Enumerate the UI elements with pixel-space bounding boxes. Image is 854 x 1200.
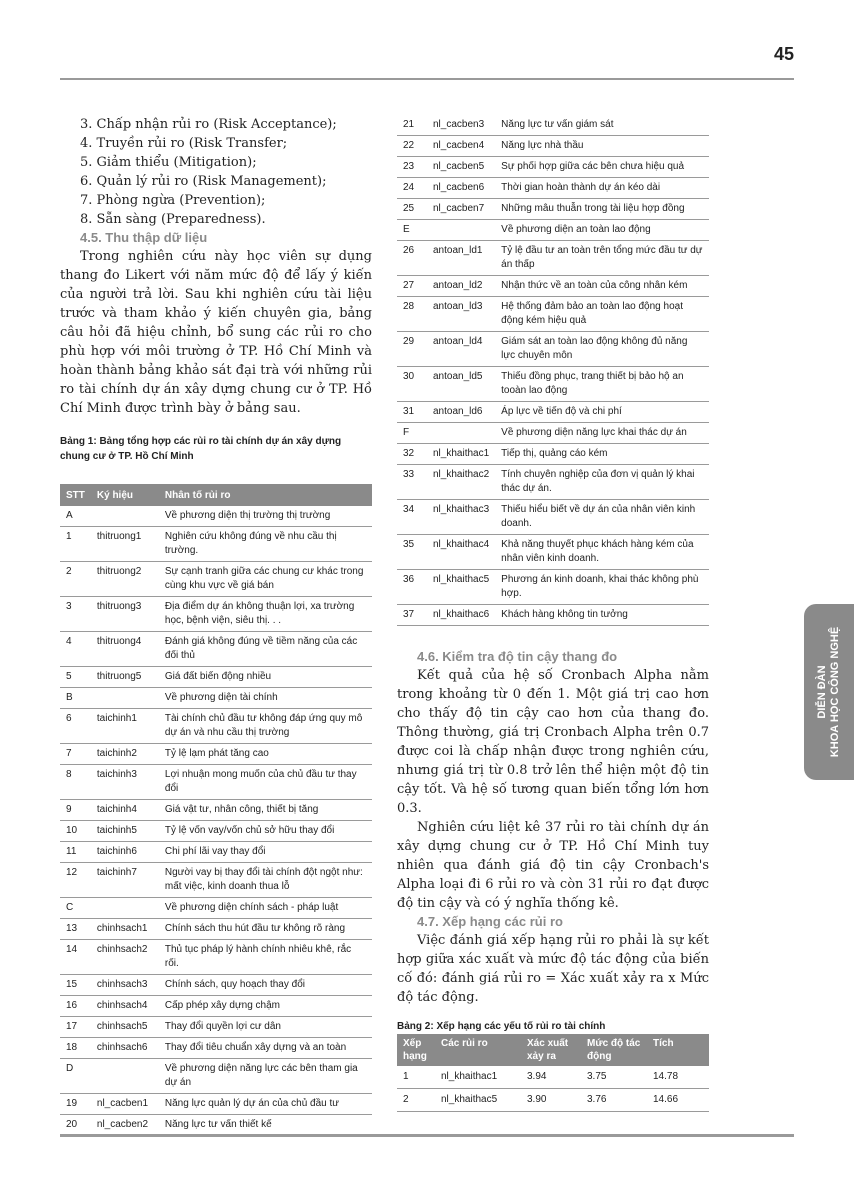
section-4-6-paragraph-2: Nghiên cứu liệt kê 37 rủi ro tài chính dự án xây dựng chung cư ở TP. Hồ Chí Minh tuy nhiên qua đánh giá độ tin cậy Cronbach's Alpha loại đi 6 rủi ro và còn 31 rủi ro đạt được độ tin cậy và có ý nghĩa thống kê. (397, 820, 709, 911)
cell-stt: 14 (60, 940, 91, 975)
table-row (60, 632, 372, 667)
table-row (397, 605, 709, 626)
table-row (60, 975, 372, 996)
cell-code: taichinh7 (91, 863, 159, 898)
cell-factor: Nhận thức về an toàn của công nhân kém (495, 276, 709, 297)
table-row (397, 444, 709, 465)
cell-factor: Sự phối hợp giữa các bên chưa hiệu quả (495, 157, 709, 178)
cell-code: chinhsach6 (91, 1038, 159, 1059)
cell-factor: Hệ thống đảm bảo an toàn lao động hoạt động kém hiệu quả (495, 297, 709, 332)
cell-risk: nl_khaithac5 (435, 1089, 521, 1112)
cell-code: thitruong5 (91, 667, 159, 688)
cell-stt: 18 (60, 1038, 91, 1059)
section-4-5-paragraph: Trong nghiên cứu này học viên sự dụng thang đo Likert với năm mức độ để lấy ý kiến của người trả lời. Sau khi nghiên cứu tài liệu trước và tham khảo ý kiến chuyên gia, bảng câu hỏi đã hiệu chỉnh, bổ sung các rủi ro cho phù hợp với môi trường ở TP. Hồ Chí Minh và hoàn thành bảng khảo sát đại trà với những rủi ro tài chính dự án xây dựng chung cư ở TP. Hồ Chí Minh được trình bày ở bảng sau. (60, 249, 372, 416)
cell-factor: Chính sách thu hút đầu tư không rõ ràng (159, 919, 372, 940)
table-row (397, 423, 709, 444)
header-rule (60, 78, 794, 80)
risk-summary-table (60, 484, 372, 1136)
table-row (60, 765, 372, 800)
cell-stt: 11 (60, 842, 91, 863)
table-row (60, 940, 372, 975)
cell-stt: 36 (397, 570, 427, 605)
table-row (60, 667, 372, 688)
cell-factor: Về phương diện chính sách - pháp luật (159, 898, 372, 919)
cell-code (91, 688, 159, 709)
cell-factor: Năng lực tư vấn thiết kế (159, 1115, 372, 1136)
cell-stt: 21 (397, 115, 427, 136)
cell-factor: Lợi nhuận mong muốn của chủ đầu tư thay đổi (159, 765, 372, 800)
cell-code: nl_cacben7 (427, 199, 495, 220)
cell-stt: 16 (60, 996, 91, 1017)
cell-stt: E (397, 220, 427, 241)
table-row (397, 241, 709, 276)
cell-factor: Thay đổi tiêu chuẩn xây dựng và an toàn (159, 1038, 372, 1059)
cell-stt: 12 (60, 863, 91, 898)
table-row (397, 220, 709, 241)
cell-code: antoan_ld5 (427, 367, 495, 402)
table-row (397, 1066, 709, 1089)
cell-rank: 2 (397, 1089, 435, 1112)
column-header-probability: Xác xuất xảy ra (521, 1034, 581, 1066)
cell-code: nl_cacben3 (427, 115, 495, 136)
cell-stt: 6 (60, 709, 91, 744)
column-header-risks: Các rủi ro (435, 1034, 521, 1066)
table-row (397, 199, 709, 220)
cell-code: taichinh6 (91, 842, 159, 863)
cell-stt: 5 (60, 667, 91, 688)
cell-code (427, 220, 495, 241)
cell-stt: 29 (397, 332, 427, 367)
cell-stt: 19 (60, 1094, 91, 1115)
cell-product: 14.66 (647, 1089, 709, 1112)
table-row (397, 570, 709, 605)
cell-factor: Phương án kinh doanh, khai thác không phù hợp. (495, 570, 709, 605)
cell-code: nl_cacben6 (427, 178, 495, 199)
cell-stt: 22 (397, 136, 427, 157)
cell-stt: C (60, 898, 91, 919)
cell-factor: Tỷ lệ vốn vay/vốn chủ sở hữu thay đổi (159, 821, 372, 842)
cell-stt: 10 (60, 821, 91, 842)
cell-factor: Năng lực nhà thầu (495, 136, 709, 157)
table-row (397, 276, 709, 297)
cell-factor: Áp lực về tiến độ và chi phí (495, 402, 709, 423)
cell-factor: Về phương diện thị trường thị trường (159, 506, 372, 527)
page-number: 45 (773, 44, 794, 64)
cell-code: nl_cacben5 (427, 157, 495, 178)
cell-code: taichinh1 (91, 709, 159, 744)
table-row (397, 136, 709, 157)
left-column (60, 115, 372, 1136)
cell-factor: Tiếp thị, quảng cáo kém (495, 444, 709, 465)
column-header-code: Ký hiệu (91, 484, 159, 506)
cell-rank: 1 (397, 1066, 435, 1089)
cell-code: nl_khaithac3 (427, 500, 495, 535)
cell-factor: Thiếu đồng phục, trang thiết bị bảo hộ an tooàn lao động (495, 367, 709, 402)
risk-summary-table-continued (397, 115, 709, 626)
side-tab-line2: KHOA HỌC CÔNG NGHỆ (829, 626, 841, 758)
cell-stt: 7 (60, 744, 91, 765)
table-row (397, 1089, 709, 1112)
cell-factor: Địa điểm dự án không thuận lợi, xa trường học, bệnh viện, siêu thị. . . (159, 597, 372, 632)
cell-stt: 4 (60, 632, 91, 667)
cell-factor: Chính sách, quy hoạch thay đổi (159, 975, 372, 996)
cell-probability: 3.90 (521, 1089, 581, 1112)
table-row (60, 1094, 372, 1115)
cell-code: taichinh4 (91, 800, 159, 821)
cell-code: nl_cacben4 (427, 136, 495, 157)
table-row (397, 157, 709, 178)
cell-code: thitruong1 (91, 527, 159, 562)
table-row (397, 367, 709, 402)
list-item: 7. Phòng ngừa (Prevention); (80, 193, 266, 208)
cell-factor: Tính chuyên nghiệp của đơn vị quản lý khai thác dự án. (495, 465, 709, 500)
section-4-6-paragraph-1: Kết quả của hệ số Cronbach Alpha nằm trong khoảng từ 0 đến 1. Một giá trị cao hơn cho thấy độ tin cậy cao hơn của thang đo. Thông thường, giá trị Cronbach Alpha trên 0.7 được coi là chấp nhận được trong nghiên cứu, nhưng giá trị từ 0.8 trở lên thể hiện một độ tin cậy tốt. Và hệ số tương quan biến tổng lớn hơn 0.3. (397, 668, 709, 816)
cell-stt: 20 (60, 1115, 91, 1136)
table-row (397, 535, 709, 570)
cell-code: nl_cacben1 (91, 1094, 159, 1115)
cell-code: thitruong4 (91, 632, 159, 667)
risk-ranking-table (397, 1034, 709, 1112)
cell-code: chinhsach1 (91, 919, 159, 940)
cell-factor: Tỷ lệ lạm phát tăng cao (159, 744, 372, 765)
table-row (60, 1115, 372, 1136)
cell-code: taichinh3 (91, 765, 159, 800)
table-row (60, 1038, 372, 1059)
cell-factor: Về phương diện an toàn lao động (495, 220, 709, 241)
section-4-7-paragraph: Việc đánh giá xếp hạng rủi ro phải là sự kết hợp giữa xác xuất và mức độ tác động của biến cố đó: đánh giá rủi ro = Xác xuất xảy ra x Mức độ tác động. (397, 933, 709, 1005)
cell-stt: D (60, 1059, 91, 1094)
table-row (60, 863, 372, 898)
cell-code: antoan_ld3 (427, 297, 495, 332)
cell-product: 14.78 (647, 1066, 709, 1089)
table-row (60, 506, 372, 527)
table-header-row (60, 484, 372, 506)
cell-factor: Thời gian hoàn thành dự án kéo dài (495, 178, 709, 199)
table-row (60, 919, 372, 940)
cell-stt: 30 (397, 367, 427, 402)
cell-code: antoan_ld2 (427, 276, 495, 297)
cell-factor: Chi phí lãi vay thay đổi (159, 842, 372, 863)
table-row (397, 465, 709, 500)
cell-code: nl_khaithac2 (427, 465, 495, 500)
cell-code: nl_khaithac4 (427, 535, 495, 570)
cell-stt: A (60, 506, 91, 527)
cell-code: antoan_ld6 (427, 402, 495, 423)
cell-stt: 35 (397, 535, 427, 570)
table-row (397, 402, 709, 423)
cell-impact: 3.75 (581, 1066, 647, 1089)
cell-impact: 3.76 (581, 1089, 647, 1112)
cell-stt: 9 (60, 800, 91, 821)
table-row (60, 1059, 372, 1094)
cell-code: thitruong3 (91, 597, 159, 632)
cell-code: chinhsach3 (91, 975, 159, 996)
cell-code: chinhsach4 (91, 996, 159, 1017)
cell-stt: B (60, 688, 91, 709)
table-row (60, 1017, 372, 1038)
table-row (60, 709, 372, 744)
cell-stt: 34 (397, 500, 427, 535)
cell-factor: Giá đất biến động nhiều (159, 667, 372, 688)
cell-stt: 3 (60, 597, 91, 632)
list-item: 3. Chấp nhận rủi ro (Risk Acceptance); (80, 117, 337, 132)
cell-code: antoan_ld4 (427, 332, 495, 367)
footer-rule (60, 1134, 794, 1137)
table-row (397, 297, 709, 332)
cell-stt: 32 (397, 444, 427, 465)
table-row (60, 597, 372, 632)
table-row (60, 996, 372, 1017)
cell-stt: 1 (60, 527, 91, 562)
cell-factor: Cấp phép xây dựng chậm (159, 996, 372, 1017)
cell-factor: Giá vật tư, nhân công, thiết bị tăng (159, 800, 372, 821)
table-row (60, 744, 372, 765)
cell-factor: Thay đổi quyền lợi cư dân (159, 1017, 372, 1038)
table-header-row (397, 1034, 709, 1066)
table-row (397, 178, 709, 199)
cell-factor: Nghiên cứu không đúng về nhu cầu thị trường. (159, 527, 372, 562)
side-tab-line1: DIỄN ĐÀN (816, 665, 828, 719)
cell-factor: Đánh giá không đúng về tiềm năng của các đối thủ (159, 632, 372, 667)
cell-stt: 25 (397, 199, 427, 220)
column-header-rank: Xếp hạng (397, 1034, 435, 1066)
list-item: 4. Truyền rủi ro (Risk Transfer; (80, 136, 288, 151)
cell-code: antoan_ld1 (427, 241, 495, 276)
column-header-factor: Nhân tố rủi ro (159, 484, 372, 506)
cell-code (91, 506, 159, 527)
cell-code (427, 423, 495, 444)
table-row (397, 115, 709, 136)
cell-code: chinhsach5 (91, 1017, 159, 1038)
cell-stt: 33 (397, 465, 427, 500)
table2-caption: Bảng 2: Xếp hạng các yếu tố rủi ro tài chính (397, 1021, 606, 1032)
cell-code: nl_khaithac5 (427, 570, 495, 605)
section-heading-4-7: 4.7. Xếp hạng các rủi ro (417, 914, 563, 929)
cell-code: thitruong2 (91, 562, 159, 597)
cell-stt: 37 (397, 605, 427, 626)
cell-risk: nl_khaithac1 (435, 1066, 521, 1089)
section-heading-4-5: 4.5. Thu thập dữ liệu (80, 230, 208, 245)
cell-code: taichinh5 (91, 821, 159, 842)
table-row (60, 821, 372, 842)
cell-factor: Năng lực quản lý dự án của chủ đầu tư (159, 1094, 372, 1115)
cell-factor: Về phương diện tài chính (159, 688, 372, 709)
list-item: 5. Giảm thiểu (Mitigation); (80, 155, 257, 170)
cell-stt: 28 (397, 297, 427, 332)
table-row (397, 332, 709, 367)
table-row (60, 800, 372, 821)
table-row (60, 562, 372, 597)
cell-code: nl_khaithac6 (427, 605, 495, 626)
right-column (397, 115, 709, 1112)
cell-stt: 15 (60, 975, 91, 996)
section-side-tab (804, 604, 854, 780)
cell-code (91, 898, 159, 919)
cell-factor: Tỷ lệ đầu tư an toàn trên tổng mức đầu tư dự án thấp (495, 241, 709, 276)
cell-probability: 3.94 (521, 1066, 581, 1089)
column-header-impact: Mức độ tác động (581, 1034, 647, 1066)
cell-stt: 26 (397, 241, 427, 276)
list-item: 8. Sẵn sàng (Preparedness). (80, 212, 266, 227)
cell-stt: 23 (397, 157, 427, 178)
cell-stt: 2 (60, 562, 91, 597)
table-row (60, 842, 372, 863)
cell-stt: 17 (60, 1017, 91, 1038)
cell-stt: 31 (397, 402, 427, 423)
cell-code (91, 1059, 159, 1094)
cell-factor: Thiếu hiểu biết về dự án của nhân viên kinh doanh. (495, 500, 709, 535)
cell-factor: Năng lực tư vấn giám sát (495, 115, 709, 136)
table-row (397, 500, 709, 535)
cell-factor: Người vay bị thay đổi tài chính đột ngột như: mất việc, kinh doanh thua lỗ (159, 863, 372, 898)
cell-code: taichinh2 (91, 744, 159, 765)
table1-caption: Bảng 1: Bảng tổng hợp các rủi ro tài chính dự án xây dựng chung cư ở TP. Hồ Chí Minh (60, 436, 342, 462)
cell-stt: 27 (397, 276, 427, 297)
cell-code: chinhsach2 (91, 940, 159, 975)
side-tab-label (816, 627, 842, 757)
cell-factor: Về phương diện năng lực các bên tham gia dự án (159, 1059, 372, 1094)
table-row (60, 688, 372, 709)
column-header-stt: STT (60, 484, 91, 506)
cell-factor: Sự cạnh tranh giữa các chung cư khác trong cùng khu vực về giá bán (159, 562, 372, 597)
cell-code: nl_khaithac1 (427, 444, 495, 465)
cell-factor: Những mâu thuẫn trong tài liệu hợp đồng (495, 199, 709, 220)
table-row (60, 898, 372, 919)
cell-factor: Khách hàng không tin tưởng (495, 605, 709, 626)
section-heading-4-6: 4.6. Kiểm tra độ tin cậy thang đo (417, 649, 618, 664)
cell-factor: Khả năng thuyết phục khách hàng kém của nhân viên kinh doanh. (495, 535, 709, 570)
cell-factor: Tài chính chủ đầu tư không đáp ứng quy mô dự án và nhu cầu thị trường (159, 709, 372, 744)
cell-stt: F (397, 423, 427, 444)
cell-factor: Giám sát an toàn lao động không đủ năng lực chuyên môn (495, 332, 709, 367)
cell-stt: 8 (60, 765, 91, 800)
list-item: 6. Quản lý rủi ro (Risk Management); (80, 174, 327, 189)
column-header-product: Tích (647, 1034, 709, 1066)
table-row (60, 527, 372, 562)
cell-factor: Về phương diện năng lực khai thác dự án (495, 423, 709, 444)
cell-factor: Thủ tục pháp lý hành chính nhiêu khê, rắc rối. (159, 940, 372, 975)
cell-code: nl_cacben2 (91, 1115, 159, 1136)
cell-stt: 13 (60, 919, 91, 940)
risk-response-list (80, 115, 372, 229)
cell-stt: 24 (397, 178, 427, 199)
